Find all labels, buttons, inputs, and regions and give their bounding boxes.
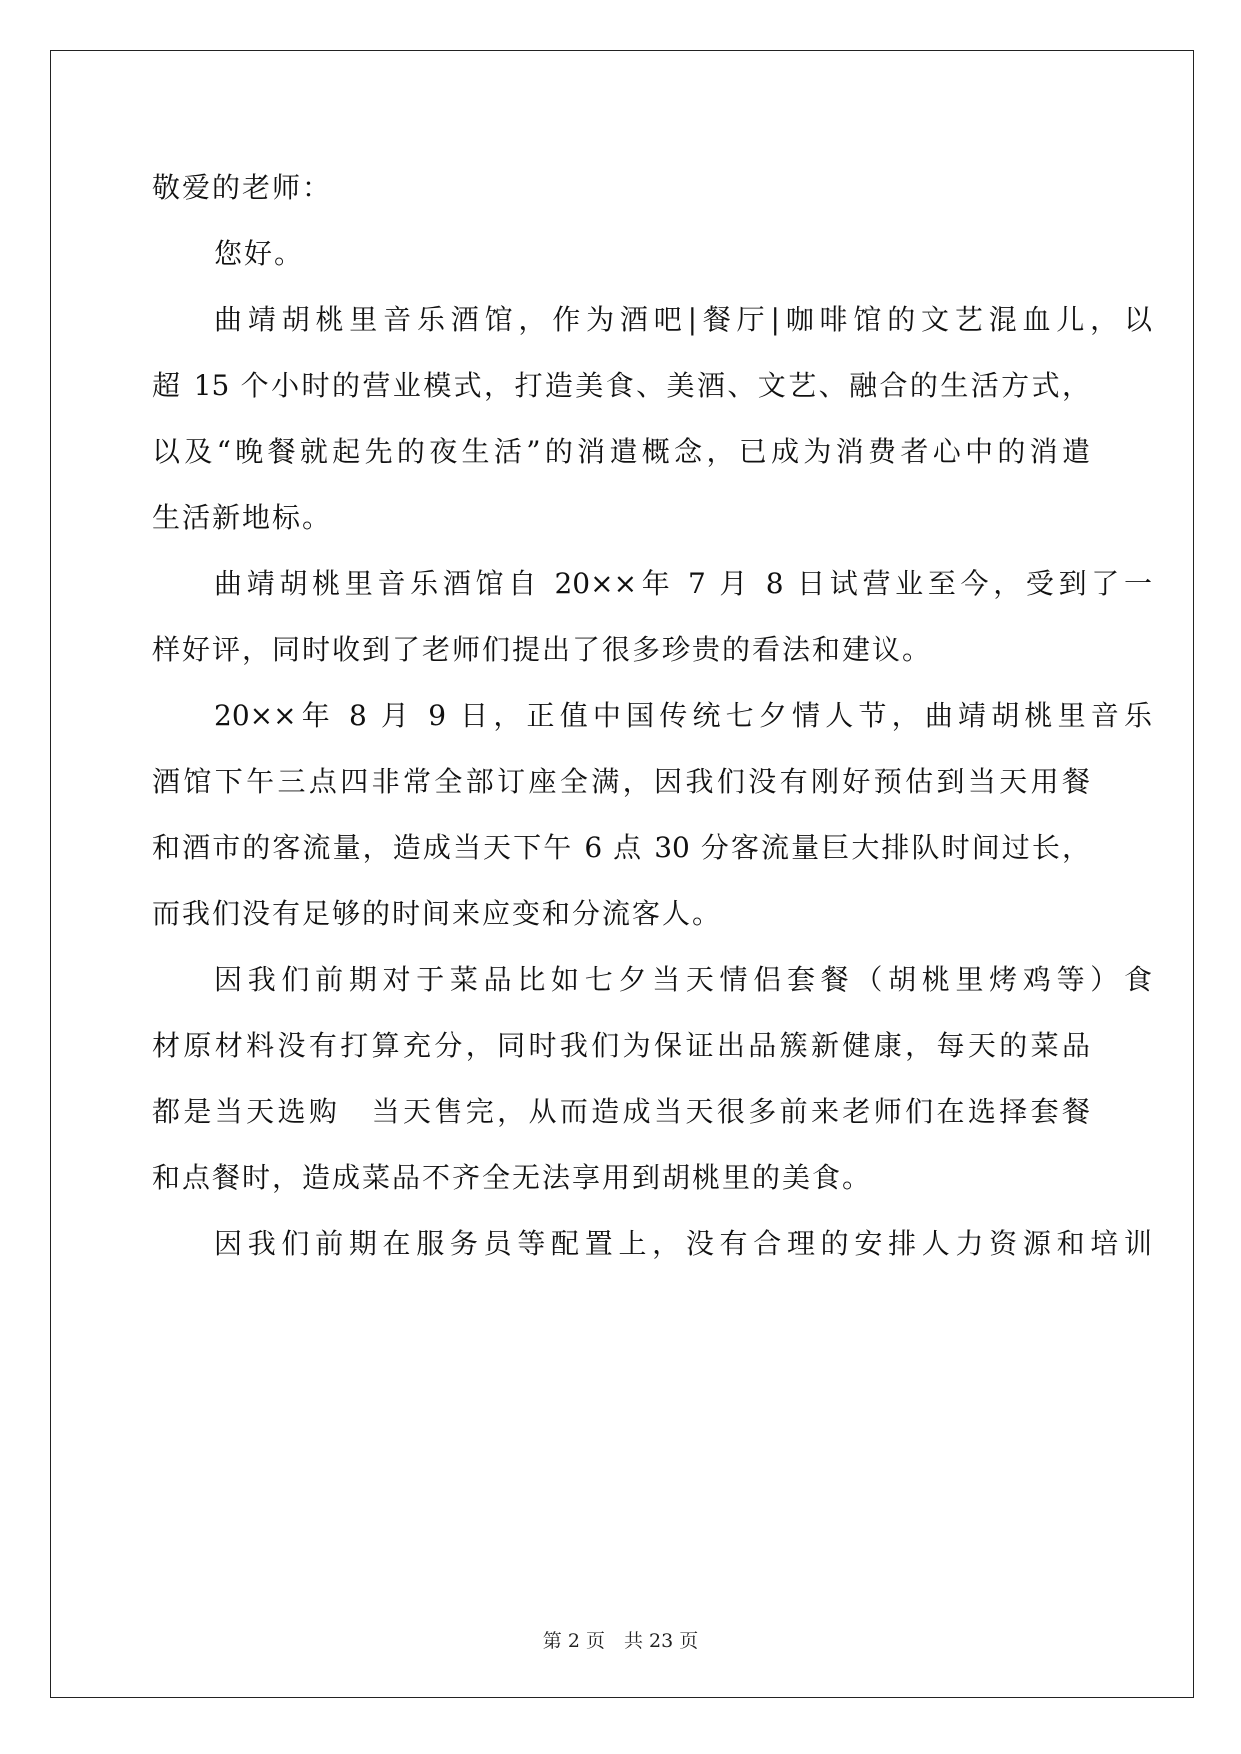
- paragraph-line: 20××年 8 月 9 日，正值中国传统七夕情人节，曲靖胡桃里音乐: [214, 699, 1152, 732]
- paragraph-line: 曲靖胡桃里音乐酒馆，作为酒吧|餐厅|咖啡馆的文艺混血儿，以: [214, 303, 1152, 336]
- page-border: [50, 50, 1194, 1698]
- page-number-footer: 第 2 页 共 23 页: [542, 1630, 699, 1652]
- greeting: 您好。: [214, 237, 305, 270]
- paragraph-line: 和酒市的客流量，造成当天下午 6 点 30 分客流量巨大排队时间过长，: [152, 831, 1090, 864]
- paragraph-line: 因我们前期对于菜品比如七夕当天情侣套餐（胡桃里烤鸡等）食: [214, 963, 1152, 996]
- paragraph-line: 和点餐时，造成菜品不齐全无法享用到胡桃里的美食。: [152, 1161, 873, 1194]
- paragraph-line: 以及“晚餐就起先的夜生活”的消遣概念，已成为消费者心中的消遣: [152, 435, 1090, 468]
- paragraph-line: 超 15 个小时的营业模式，打造美食、美酒、文艺、融合的生活方式，: [152, 369, 1090, 402]
- paragraph-line: 而我们没有足够的时间来应变和分流客人。: [152, 897, 723, 930]
- paragraph-line: 都是当天选购 当天售完，从而造成当天很多前来老师们在选择套餐: [152, 1095, 1090, 1128]
- paragraph-line: 曲靖胡桃里音乐酒馆自 20××年 7 月 8 日试营业至今，受到了一: [214, 567, 1152, 600]
- salutation: 敬爱的老师：: [152, 171, 333, 204]
- paragraph-line: 样好评，同时收到了老师们提出了很多珍贵的看法和建议。: [152, 633, 933, 666]
- paragraph-line: 材原材料没有打算充分，同时我们为保证出品簇新健康，每天的菜品: [152, 1029, 1090, 1062]
- paragraph-line: 生活新地标。: [152, 501, 333, 534]
- paragraph-line: 因我们前期在服务员等配置上，没有合理的安排人力资源和培训: [214, 1227, 1152, 1260]
- paragraph-line: 酒馆下午三点四非常全部订座全满，因我们没有刚好预估到当天用餐: [152, 765, 1090, 798]
